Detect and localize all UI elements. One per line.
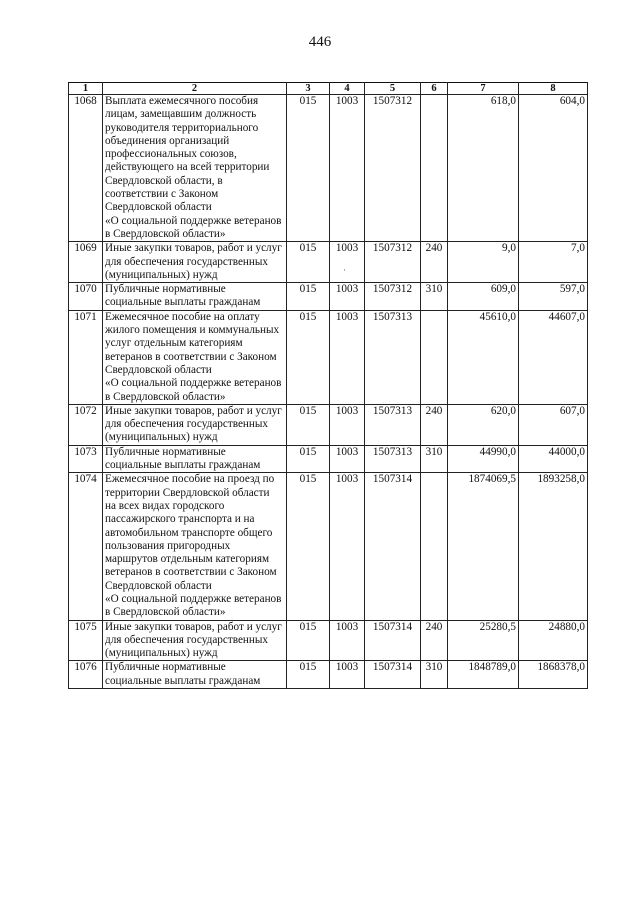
expense-type-code bbox=[421, 473, 448, 620]
amount-year-2: 1868378,0 bbox=[519, 661, 588, 689]
target-item-code: 1507312 bbox=[365, 242, 421, 283]
amount-year-2: 24880,0 bbox=[519, 620, 588, 661]
table-body bbox=[69, 95, 588, 689]
expense-type-code: 240 bbox=[421, 242, 448, 283]
description-line: пользования пригородных bbox=[105, 539, 231, 552]
target-item-code: 1507313 bbox=[365, 445, 421, 473]
amount-year-2: 604,0 bbox=[519, 95, 588, 242]
description-line: Публичные нормативные bbox=[105, 661, 226, 674]
row-number: 1073 bbox=[69, 445, 103, 473]
description-line: профессиональных союзов, bbox=[105, 148, 237, 161]
description-line: Свердловской области, в bbox=[105, 174, 223, 187]
description-line: для обеспечения государственных bbox=[105, 255, 269, 268]
ministry-code: 015 bbox=[287, 404, 330, 445]
description-line: автомобильном транспорте общего bbox=[105, 526, 273, 539]
description-line: маршрутов отдельным категориям bbox=[105, 553, 270, 566]
column-header-3: 3 bbox=[287, 83, 330, 95]
column-header-7: 7 bbox=[448, 83, 519, 95]
table-row bbox=[69, 473, 588, 620]
description-line: социальные выплаты гражданам bbox=[105, 459, 261, 472]
amount-year-2: 44000,0 bbox=[519, 445, 588, 473]
target-item-code: 1507312 bbox=[365, 95, 421, 242]
table-row bbox=[69, 404, 588, 445]
row-description bbox=[103, 95, 287, 242]
column-header-4: 4 bbox=[330, 83, 365, 95]
expense-type-code bbox=[421, 95, 448, 242]
description-line: лицам, замещавшим должность bbox=[105, 108, 257, 121]
table-row bbox=[69, 310, 588, 404]
target-item-code: 1507313 bbox=[365, 404, 421, 445]
ministry-code: 015 bbox=[287, 445, 330, 473]
row-number: 1071 bbox=[69, 310, 103, 404]
description-line: на всех видах городского bbox=[105, 499, 225, 512]
ministry-code: 015 bbox=[287, 242, 330, 283]
expense-type-code bbox=[421, 310, 448, 404]
description-line: объединения организаций bbox=[105, 134, 230, 147]
description-line: услуг отдельным категориям bbox=[105, 337, 243, 350]
description-line: соответствии с Законом bbox=[105, 188, 219, 201]
target-item-code: 1507312 bbox=[365, 283, 421, 311]
description-line: Публичные нормативные bbox=[105, 445, 226, 458]
ministry-code: 015 bbox=[287, 310, 330, 404]
table-row bbox=[69, 242, 588, 283]
description-line: Иные закупки товаров, работ и услуг bbox=[105, 242, 282, 255]
row-description bbox=[103, 283, 287, 311]
amount-year-1: 618,0 bbox=[448, 95, 519, 242]
ministry-code: 015 bbox=[287, 620, 330, 661]
description-line: в Свердловской области» bbox=[105, 606, 226, 619]
column-header-2: 2 bbox=[103, 83, 287, 95]
description-line: ветеранов в соответствии с Законом bbox=[105, 566, 277, 579]
expense-type-code: 310 bbox=[421, 445, 448, 473]
table-row bbox=[69, 620, 588, 661]
row-number: 1069 bbox=[69, 242, 103, 283]
description-line: социальные выплаты гражданам bbox=[105, 674, 261, 687]
row-description bbox=[103, 242, 287, 283]
target-item-code: 1507313 bbox=[365, 310, 421, 404]
ministry-code: 015 bbox=[287, 661, 330, 689]
description-line: Выплата ежемесячного пособия bbox=[105, 95, 259, 107]
row-number: 1076 bbox=[69, 661, 103, 689]
column-header-6: 6 bbox=[421, 83, 448, 95]
target-item-code: 1507314 bbox=[365, 473, 421, 620]
description-line: в Свердловской области» bbox=[105, 390, 226, 403]
ministry-code: 015 bbox=[287, 95, 330, 242]
description-line: действующего на всей территории bbox=[105, 161, 270, 174]
expense-type-code: 310 bbox=[421, 283, 448, 311]
description-line: пассажирского транспорта и на bbox=[105, 513, 255, 526]
target-item-code: 1507314 bbox=[365, 661, 421, 689]
section-code: 1003 bbox=[330, 242, 365, 283]
table-row bbox=[69, 95, 588, 242]
description-line: «О социальной поддержке ветеранов bbox=[105, 214, 282, 227]
description-line: руководителя территориального bbox=[105, 121, 259, 134]
table-row bbox=[69, 283, 588, 311]
description-line: территории Свердловской области bbox=[105, 486, 270, 499]
description-line: Ежемесячное пособие на проезд по bbox=[105, 473, 275, 486]
description-line: Публичные нормативные bbox=[105, 283, 226, 296]
amount-year-1: 1874069,5 bbox=[448, 473, 519, 620]
stray-mark: · bbox=[343, 265, 346, 275]
section-code: 1003 bbox=[330, 95, 365, 242]
description-line: Иные закупки товаров, работ и услуг bbox=[105, 404, 282, 417]
description-line: «О социальной поддержке ветеранов bbox=[105, 592, 282, 605]
description-line: «О социальной поддержке ветеранов bbox=[105, 377, 282, 390]
description-line: для обеспечения государственных bbox=[105, 633, 269, 646]
description-line: социальные выплаты гражданам bbox=[105, 296, 261, 309]
description-line: (муниципальных) нужд bbox=[105, 431, 218, 444]
description-line: ветеранов в соответствии с Законом bbox=[105, 350, 277, 363]
target-item-code: 1507314 bbox=[365, 620, 421, 661]
amount-year-2: 7,0 bbox=[519, 242, 588, 283]
page-number: 446 bbox=[308, 34, 332, 50]
row-number: 1070 bbox=[69, 283, 103, 311]
section-code: 1003 bbox=[330, 283, 365, 311]
amount-year-1: 45610,0 bbox=[448, 310, 519, 404]
table-row bbox=[69, 661, 588, 689]
description-line: для обеспечения государственных bbox=[105, 418, 269, 431]
amount-year-1: 609,0 bbox=[448, 283, 519, 311]
section-code: 1003 bbox=[330, 473, 365, 620]
description-line: в Свердловской области» bbox=[105, 227, 226, 240]
ministry-code: 015 bbox=[287, 473, 330, 620]
section-code: 1003 bbox=[330, 661, 365, 689]
column-header-8: 8 bbox=[519, 83, 588, 95]
amount-year-2: 44607,0 bbox=[519, 310, 588, 404]
row-description bbox=[103, 404, 287, 445]
amount-year-1: 620,0 bbox=[448, 404, 519, 445]
amount-year-2: 607,0 bbox=[519, 404, 588, 445]
row-number: 1074 bbox=[69, 473, 103, 620]
row-number: 1075 bbox=[69, 620, 103, 661]
row-description bbox=[103, 445, 287, 473]
description-line: Свердловской области bbox=[105, 363, 212, 376]
section-code: 1003 bbox=[330, 620, 365, 661]
expense-type-code: 310 bbox=[421, 661, 448, 689]
description-line: Свердловской области bbox=[105, 201, 212, 214]
row-description bbox=[103, 661, 287, 689]
row-number: 1068 bbox=[69, 95, 103, 242]
column-header-5: 5 bbox=[365, 83, 421, 95]
section-code: 1003 bbox=[330, 404, 365, 445]
description-line: (муниципальных) нужд bbox=[105, 647, 218, 660]
section-code: 1003 bbox=[330, 310, 365, 404]
amount-year-1: 9,0 bbox=[448, 242, 519, 283]
table-row bbox=[69, 445, 588, 473]
description-line: Свердловской области bbox=[105, 579, 212, 592]
amount-year-1: 1848789,0 bbox=[448, 661, 519, 689]
description-line: (муниципальных) нужд bbox=[105, 268, 218, 281]
row-description bbox=[103, 620, 287, 661]
ministry-code: 015 bbox=[287, 283, 330, 311]
description-line: Иные закупки товаров, работ и услуг bbox=[105, 620, 282, 633]
row-description bbox=[103, 473, 287, 620]
amount-year-1: 44990,0 bbox=[448, 445, 519, 473]
expense-type-code: 240 bbox=[421, 404, 448, 445]
description-line: жилого помещения и коммунальных bbox=[105, 324, 280, 337]
row-description bbox=[103, 310, 287, 404]
amount-year-1: 25280,5 bbox=[448, 620, 519, 661]
expense-type-code: 240 bbox=[421, 620, 448, 661]
amount-year-2: 597,0 bbox=[519, 283, 588, 311]
table-header-row bbox=[69, 83, 588, 95]
amount-year-2: 1893258,0 bbox=[519, 473, 588, 620]
budget-table bbox=[68, 82, 588, 689]
row-number: 1072 bbox=[69, 404, 103, 445]
section-code: 1003 bbox=[330, 445, 365, 473]
column-header-1: 1 bbox=[69, 83, 103, 95]
description-line: Ежемесячное пособие на оплату bbox=[105, 310, 260, 323]
